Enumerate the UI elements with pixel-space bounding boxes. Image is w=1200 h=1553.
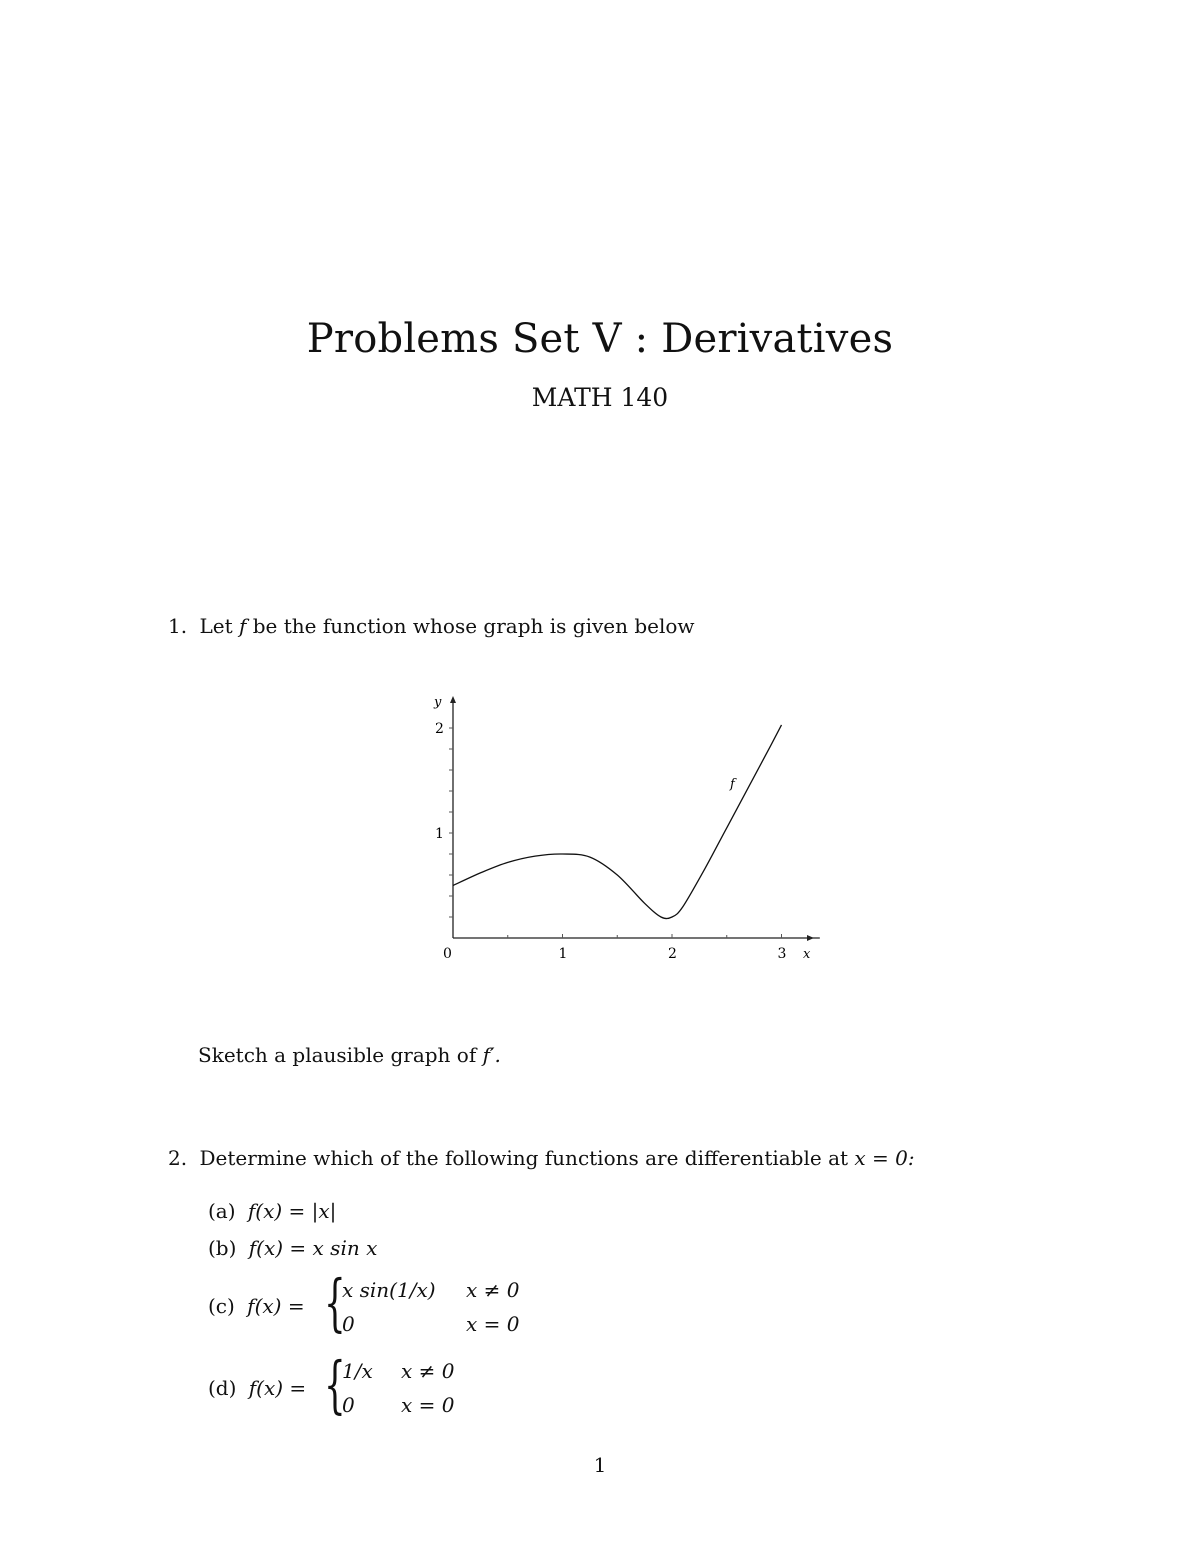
item-b-rhs: x sin x	[312, 1236, 378, 1260]
series-f-line	[453, 725, 782, 919]
item-a	[208, 1199, 336, 1223]
problem-1-prompt-post: be the function whose graph is given below	[252, 614, 695, 638]
item-b	[208, 1236, 377, 1260]
item-b-label: (b)	[208, 1236, 237, 1260]
problem-2-number: 2.	[168, 1146, 188, 1170]
course-name: MATH 140	[531, 383, 669, 412]
y-axis-label: y	[434, 695, 442, 710]
item-c-case1-cond: x ≠ 0	[466, 1278, 520, 1302]
function-symbol: f	[238, 614, 247, 638]
item-c-lhs: f(x) =	[247, 1294, 305, 1318]
left-brace-icon: {	[324, 1266, 346, 1339]
function-graph	[420, 680, 840, 970]
item-c-case2-expr: 0	[342, 1312, 355, 1336]
item-d-case1-cond: x ≠ 0	[401, 1359, 455, 1383]
item-c-case1-expr: x sin(1/x)	[342, 1278, 436, 1302]
item-c	[208, 1266, 608, 1340]
item-d-case2-cond: x = 0	[401, 1393, 455, 1417]
item-d	[208, 1348, 608, 1421]
left-brace-icon: {	[324, 1348, 346, 1421]
item-a-lhs: f(x) =	[247, 1199, 306, 1223]
page-number: 1	[593, 1453, 607, 1477]
item-a-rhs: |x|	[311, 1199, 337, 1223]
item-b-lhs: f(x) =	[248, 1236, 307, 1260]
x-axis-arrow-icon	[807, 935, 814, 941]
item-c-label-text: (c)	[208, 1294, 235, 1318]
x-tick-label: 1	[558, 946, 568, 962]
problem-2-text	[168, 1146, 915, 1170]
item-c-case2-cond: x = 0	[466, 1312, 520, 1336]
item-d-label-text: (d)	[208, 1376, 237, 1400]
y-axis-arrow-icon	[450, 696, 456, 703]
y-tick-label: 1	[435, 826, 444, 842]
page-title: Problems Set V : Derivatives	[306, 316, 894, 362]
axes	[450, 696, 820, 941]
task-text: Sketch a plausible graph of	[198, 1043, 477, 1067]
task-math: f′.	[482, 1043, 501, 1067]
item-d-case1-expr: 1/x	[342, 1359, 373, 1383]
problem-1-number: 1.	[168, 614, 188, 638]
item-c-label	[208, 1294, 305, 1318]
item-a-label: (a)	[208, 1199, 236, 1223]
x-tick-label: 3	[777, 946, 787, 962]
y-tick-label: 2	[435, 721, 444, 737]
item-d-label	[208, 1376, 306, 1400]
problem-1-text	[168, 614, 695, 638]
problem-2-prompt: Determine which of the following functions are differentiable at	[199, 1146, 849, 1170]
item-d-case2-expr: 0	[342, 1393, 355, 1417]
curve-label: f	[730, 777, 735, 792]
x-tick-label: 0	[443, 946, 452, 962]
item-d-lhs: f(x) =	[248, 1376, 307, 1400]
x-axis-label: x	[803, 947, 811, 962]
x-tick-label: 2	[668, 946, 677, 962]
problem-2-math: x = 0:	[854, 1146, 915, 1170]
problem-1-task	[198, 1043, 501, 1067]
problem-1-prompt-pre: Let	[199, 614, 233, 638]
